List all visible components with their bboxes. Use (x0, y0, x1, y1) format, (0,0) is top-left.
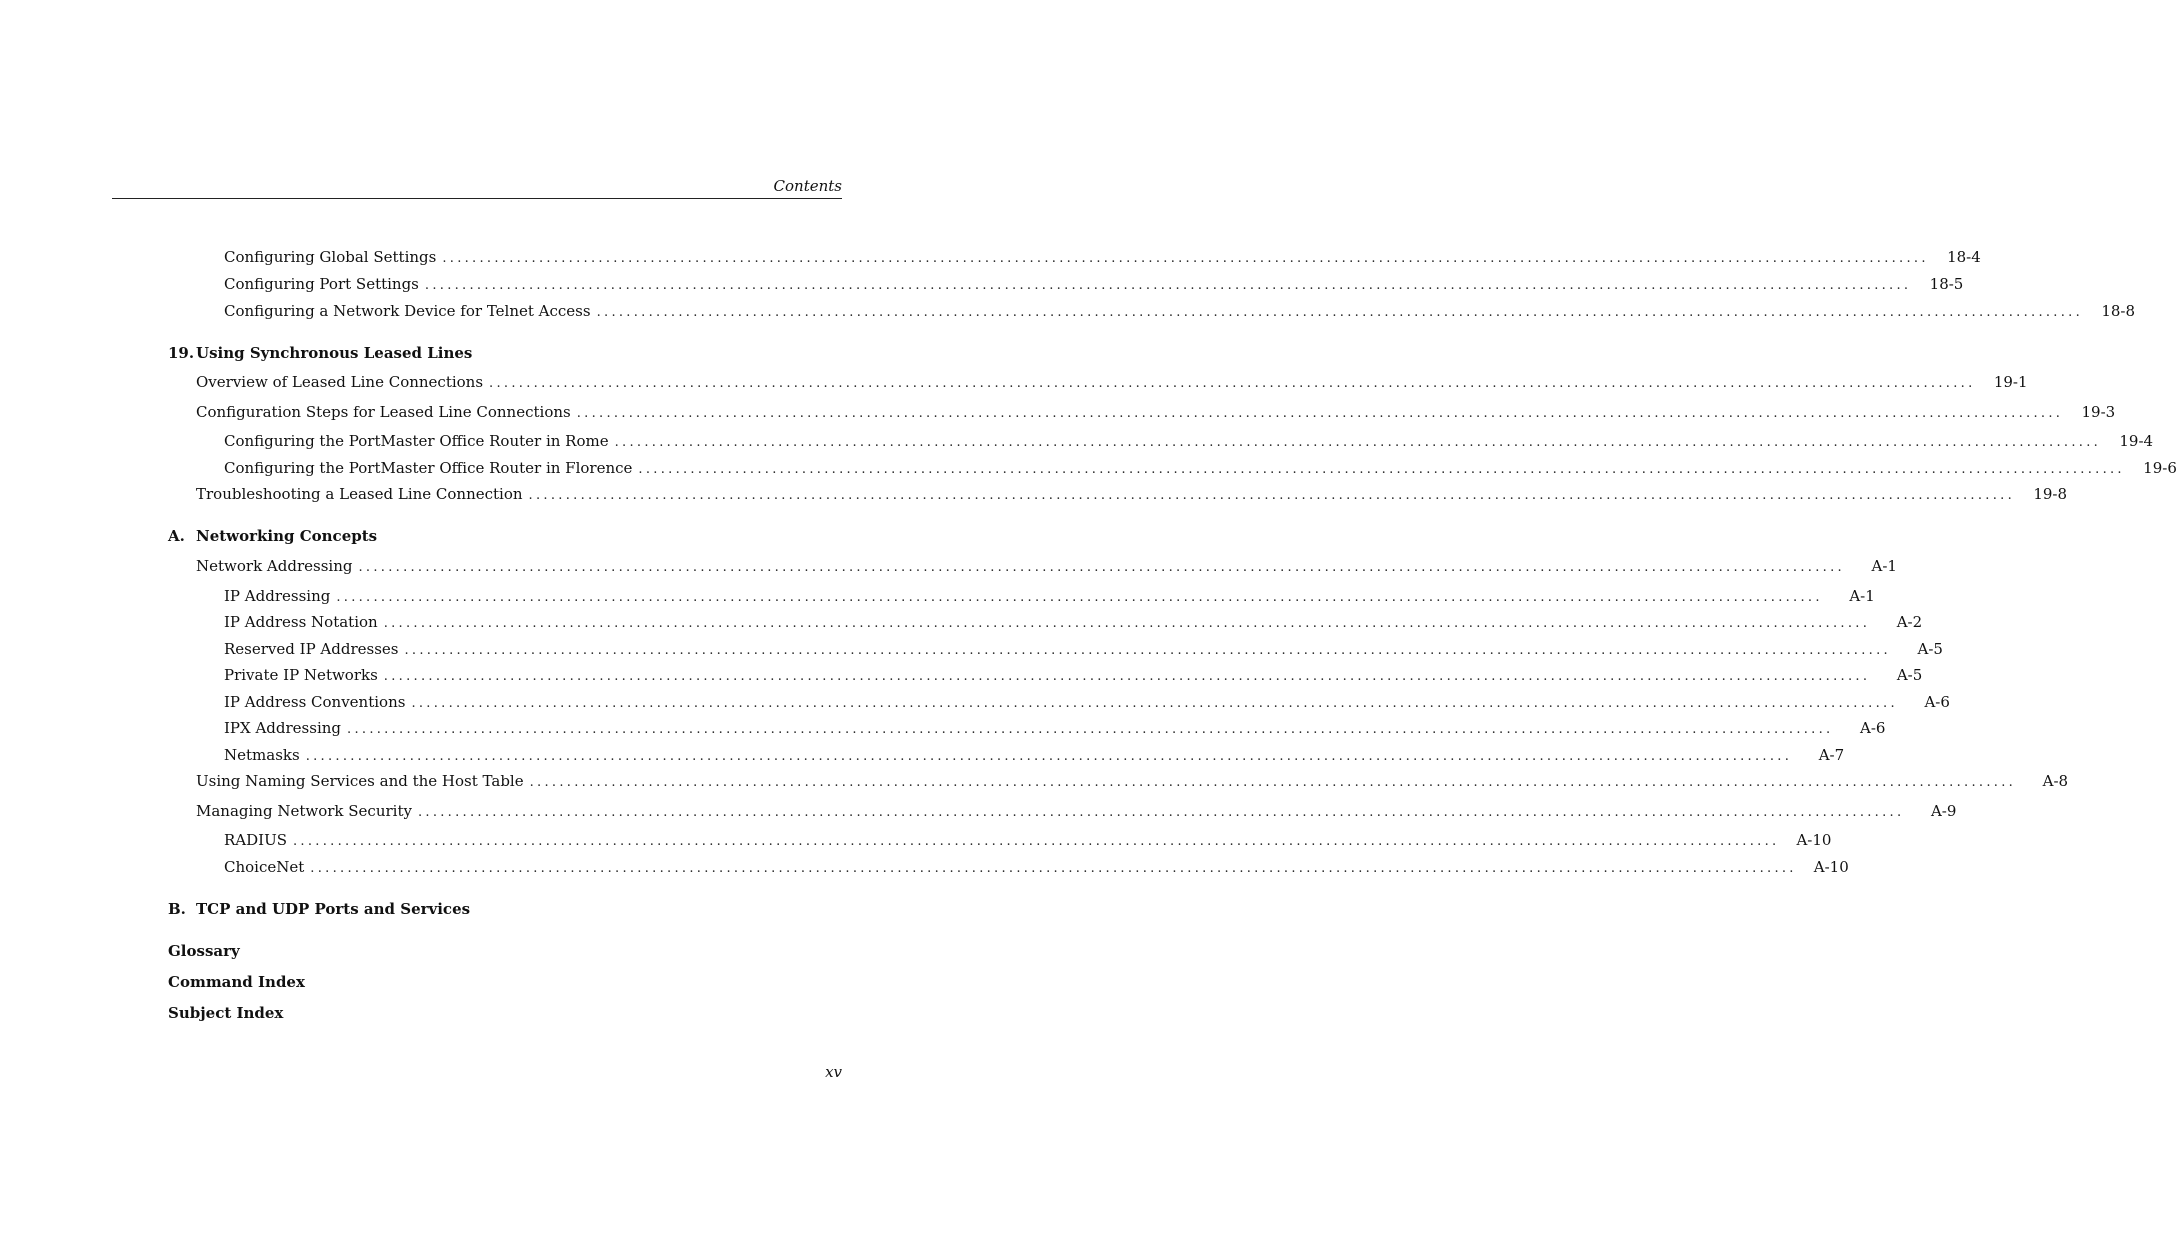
appendix-b-heading[interactable] (168, 899, 470, 919)
toc-entry-page: A-10 (1796, 831, 1832, 849)
toc-entry-choicenet[interactable] (224, 857, 1849, 877)
toc-entry-troubleshooting[interactable] (196, 484, 2068, 504)
dot-leader: ........................................................................................................................................................................................................ (336, 590, 1823, 605)
toc-entry-network-security[interactable] (196, 801, 1957, 821)
dot-leader: ........................................................................................................................................................................................................ (529, 775, 2017, 790)
dot-leader: ........................................................................................................................................................................................................ (528, 488, 2016, 503)
toc-entry-title: IPX Addressing (224, 719, 342, 737)
toc-entry-page: 19-3 (2081, 403, 2116, 421)
toc-entry-title: Netmasks (224, 746, 300, 764)
toc-entry-title: Using Naming Services and the Host Table (196, 772, 524, 790)
toc-entry-page: 18-5 (1929, 275, 1964, 293)
glossary-title: Glossary (168, 942, 240, 960)
toc-entry-title: IP Address Conventions (224, 693, 406, 711)
toc-entry-page: A-1 (1871, 557, 1897, 575)
toc-entry-page: A-5 (1896, 666, 1923, 684)
dot-leader: ........................................................................................................................................................................................................ (417, 805, 1905, 820)
toc-entry-page: 18-4 (1947, 248, 1981, 266)
dot-leader: ........................................................................................................................................................................................................ (310, 861, 1797, 876)
appendix-title: Networking Concepts (196, 527, 378, 545)
toc-entry-configuration-steps[interactable] (196, 402, 2116, 422)
toc-entry-title: Network Addressing (196, 557, 353, 575)
toc-entry-reserved-ip-addresses[interactable] (224, 639, 1943, 659)
toc-entry-title: Troubleshooting a Leased Line Connection (196, 485, 523, 503)
toc-entry-title: Configuring the PortMaster Office Router in Florence (224, 459, 633, 477)
toc-entry-page: A-7 (1818, 746, 1845, 764)
dot-leader: ........................................................................................................................................................................................................ (638, 462, 2125, 477)
toc-entry-title: Reserved IP Addresses (224, 640, 399, 658)
dot-leader: ........................................................................................................................................................................................................ (358, 560, 1845, 575)
toc-entry-page: 19-4 (2119, 432, 2154, 450)
toc-entry-title: RADIUS (224, 831, 287, 849)
toc-entry-router-rome[interactable] (224, 431, 2154, 451)
toc-entry-netmasks[interactable] (224, 745, 1845, 765)
glossary-heading[interactable] (168, 941, 240, 961)
dot-leader: ........................................................................................................................................................................................................ (424, 278, 1912, 293)
dot-leader: ........................................................................................................................................................................................................ (383, 669, 1871, 684)
toc-entry-page: A-1 (1849, 587, 1875, 605)
toc-entry-title: ChoiceNet (224, 858, 305, 876)
toc-entry-private-ip-networks[interactable] (224, 665, 1923, 685)
toc-entry-title: IP Addressing (224, 587, 331, 605)
toc-entry-title: Configuring Global Settings (224, 248, 437, 266)
appendix-a-heading[interactable] (168, 526, 377, 546)
dot-leader: ........................................................................................................................................................................................................ (404, 643, 1891, 658)
toc-entry-title: Overview of Leased Line Connections (196, 373, 484, 391)
toc-entry-title: Configuring the PortMaster Office Router in Rome (224, 432, 609, 450)
subject-index-heading[interactable] (168, 1003, 283, 1023)
dot-leader: ........................................................................................................................................................................................................ (383, 616, 1871, 631)
toc-entry-ip-addressing[interactable] (224, 586, 1875, 606)
appendix-letter: A. (168, 527, 185, 545)
command-index-heading[interactable] (168, 972, 305, 992)
toc-entry-radius[interactable] (224, 830, 1832, 850)
toc-entry-naming-services[interactable] (196, 771, 2069, 791)
toc-entry-page: 19-6 (2143, 459, 2177, 477)
header-rule (112, 198, 842, 199)
toc-entry-router-florence[interactable] (224, 458, 2177, 478)
dot-leader: ........................................................................................................................................................................................................ (411, 696, 1898, 711)
dot-leader: ........................................................................................................................................................................................................ (305, 749, 1793, 764)
toc-entry-title: Configuring Port Settings (224, 275, 419, 293)
toc-entry-configuring-port-settings[interactable] (224, 274, 1964, 294)
toc-entry-overview-leased-line[interactable] (196, 372, 2028, 392)
toc-entry-page: 19-8 (2033, 485, 2068, 503)
toc-entry-title: Private IP Networks (224, 666, 378, 684)
subject-index-title: Subject Index (168, 1004, 284, 1022)
toc-entry-ipx-addressing[interactable] (224, 718, 1886, 738)
toc-entry-page: 18-8 (2101, 302, 2136, 320)
toc-entry-page: A-10 (1813, 858, 1849, 876)
toc-entry-page: A-9 (1930, 802, 1957, 820)
toc-entry-page: A-6 (1860, 719, 1886, 737)
dot-leader: ........................................................................................................................................................................................................ (576, 406, 2064, 421)
appendix-title: TCP and UDP Ports and Services (196, 900, 471, 918)
toc-entry-page: A-5 (1917, 640, 1943, 658)
toc-entry-configuring-global-settings[interactable] (224, 247, 1981, 267)
toc-entry-network-addressing[interactable] (196, 556, 1897, 576)
toc-entry-page: A-6 (1924, 693, 1950, 711)
dot-leader: ........................................................................................................................................................................................................ (614, 435, 2102, 450)
toc-entry-title: Configuring a Network Device for Telnet Access (224, 302, 591, 320)
chapter-19-heading[interactable] (168, 343, 472, 363)
toc-entry-ip-address-notation[interactable] (224, 612, 1923, 632)
toc-entry-title: Configuration Steps for Leased Line Connections (196, 403, 571, 421)
toc-entry-title: Managing Network Security (196, 802, 412, 820)
toc-entry-ip-address-conventions[interactable] (224, 692, 1950, 712)
toc-entry-page: A-2 (1896, 613, 1923, 631)
chapter-number: 19. (168, 344, 195, 362)
toc-entry-telnet-access[interactable] (224, 301, 2136, 321)
dot-leader: ........................................................................................................................................................................................................ (489, 376, 1976, 391)
running-header-title: Contents (773, 177, 842, 195)
dot-leader: ........................................................................................................................................................................................................ (596, 305, 2084, 320)
dot-leader: ........................................................................................................................................................................................................ (347, 722, 1834, 737)
page-number: xv (825, 1063, 842, 1081)
toc-entry-page: A-8 (2042, 772, 2069, 790)
dot-leader: ........................................................................................................................................................................................................ (442, 251, 1929, 266)
chapter-title: Using Synchronous Leased Lines (196, 344, 473, 362)
command-index-title: Command Index (168, 973, 305, 991)
appendix-letter: B. (168, 900, 186, 918)
dot-leader: ........................................................................................................................................................................................................ (293, 834, 1780, 849)
toc-entry-title: IP Address Notation (224, 613, 378, 631)
toc-entry-page: 19-1 (1993, 373, 2028, 391)
